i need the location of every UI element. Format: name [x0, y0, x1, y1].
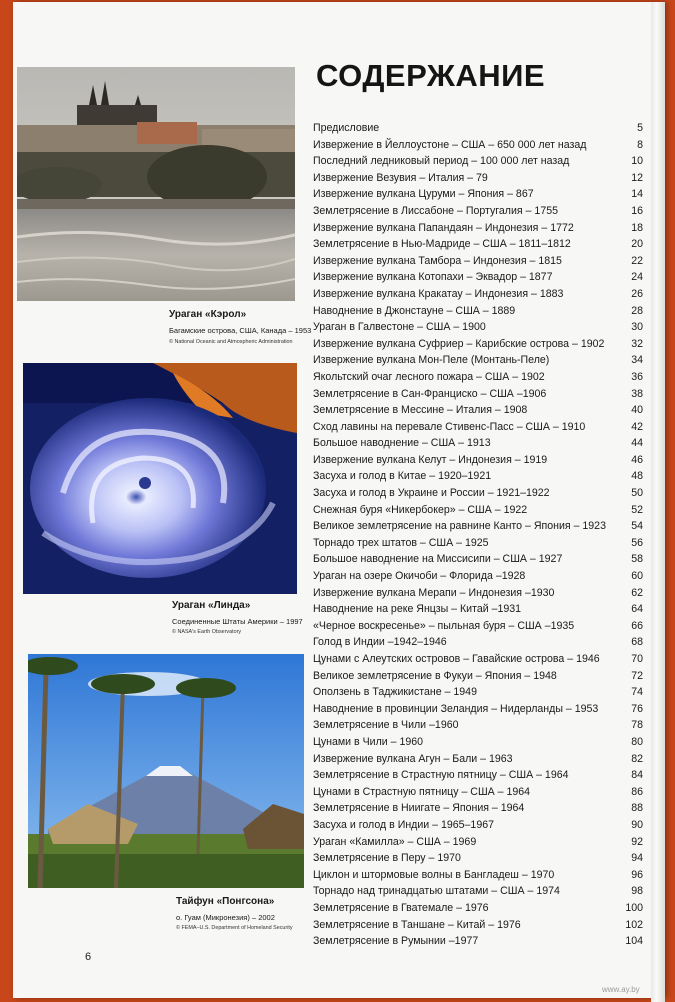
- toc-entry-page: 96: [631, 868, 643, 881]
- toc-entry-page: 84: [631, 769, 643, 782]
- toc-entry: [313, 784, 643, 801]
- toc-entry-title: Землетрясение в Нью-Мадриде – США – 1811–1812: [313, 238, 571, 251]
- photo-credit: © FEMA–U.S. Department of Homeland Security: [176, 925, 293, 931]
- toc-entry: [313, 452, 643, 469]
- toc-entry: [313, 468, 643, 485]
- toc-entry-title: Извержение вулкана Агун – Бали – 1963: [313, 752, 513, 765]
- toc-entry-page: 12: [631, 171, 643, 184]
- toc-entry-title: Снежная буря «Никербокер» – США – 1922: [313, 503, 528, 516]
- toc-entry-title: Землетрясение в Гватемале – 1976: [313, 901, 489, 914]
- toc-entry-title: Оползень в Таджикистане – 1949: [313, 686, 477, 699]
- toc-entry-page: 90: [631, 818, 643, 831]
- photo-credit: © NASA's Earth Observatory: [172, 629, 242, 635]
- toc-entry: [313, 419, 643, 436]
- toc-entry-page: 32: [631, 337, 643, 350]
- toc-entry: [313, 817, 643, 834]
- toc-entry: [313, 834, 643, 851]
- toc-entry: [313, 170, 643, 187]
- toc-entry: [313, 601, 643, 618]
- toc-entry-page: 16: [631, 204, 643, 217]
- page-number: 6: [85, 951, 92, 963]
- toc-entry-title: «Черное воскресенье» – пыльная буря – США –1935: [313, 619, 575, 632]
- toc-entry-page: 56: [631, 536, 643, 549]
- toc-entry: [313, 800, 643, 817]
- toc-entry-title: Наводнение в провинции Зеландия – Нидерланды – 1953: [313, 702, 599, 715]
- toc-entry-page: 26: [631, 287, 643, 300]
- toc-entry-title: Ураган «Камилла» – США – 1969: [313, 835, 477, 848]
- toc-entry: [313, 618, 643, 635]
- toc-entry: [313, 668, 643, 685]
- toc-entry: [313, 153, 643, 170]
- toc-entry-page: 92: [631, 835, 643, 848]
- toc-entry-page: 22: [631, 254, 643, 267]
- toc-entry-page: 24: [631, 271, 643, 284]
- watermark: www.ay.by: [602, 985, 640, 994]
- toc-entry: [313, 402, 643, 419]
- toc-entry-title: Землетрясение в Румынии –1977: [313, 935, 479, 948]
- toc-entry-page: 72: [631, 669, 643, 682]
- toc-entry: [313, 651, 643, 668]
- toc-entry-page: 62: [631, 586, 643, 599]
- toc-entry-title: Землетрясение в Перу – 1970: [313, 852, 461, 865]
- toc-entry-title: Великое землетрясение в Фукуи – Япония – 1948: [313, 669, 557, 682]
- toc-entry: [313, 568, 643, 585]
- toc-entry-page: 18: [631, 221, 643, 234]
- toc-entry-title: Голод в Индии –1942–1946: [313, 636, 447, 649]
- table-of-contents: [313, 120, 643, 950]
- toc-entry: [313, 917, 643, 934]
- toc-entry-page: 76: [631, 702, 643, 715]
- toc-entry-page: 50: [631, 487, 643, 500]
- toc-entry-page: 44: [631, 437, 643, 450]
- toc-entry-title: Засуха и голод в Китае – 1920–1921: [313, 470, 492, 483]
- toc-entry-page: 68: [631, 636, 643, 649]
- toc-entry-page: 58: [631, 553, 643, 566]
- toc-entry: [313, 137, 643, 154]
- toc-entry-page: 78: [631, 719, 643, 732]
- photo-hurricane-carol: [17, 67, 295, 301]
- toc-entry-page: 46: [631, 453, 643, 466]
- toc-entry-page: 5: [637, 122, 643, 134]
- toc-entry-title: Извержение Везувия – Италия – 79: [313, 171, 488, 184]
- toc-entry: [313, 850, 643, 867]
- toc-entry-title: Землетрясение в Страстную пятницу – США – 1964: [313, 769, 569, 782]
- toc-entry-title: Циклон и штормовые волны в Бангладеш – 1970: [313, 868, 555, 881]
- toc-entry: [313, 900, 643, 917]
- toc-entry-title: Засуха и голод в Украине и России – 1921–1922: [313, 487, 550, 500]
- toc-entry-page: 64: [631, 603, 643, 616]
- toc-entry: [313, 585, 643, 602]
- toc-entry: [313, 220, 643, 237]
- toc-entry-page: 52: [631, 503, 643, 516]
- toc-entry-title: Извержение вулкана Келут – Индонезия – 1919: [313, 453, 548, 466]
- toc-entry: [313, 502, 643, 519]
- photo-hurricane-linda: [23, 363, 297, 594]
- toc-entry-title: Цунами с Алеутских островов – Гавайские острова – 1946: [313, 653, 600, 665]
- photo-caption-title: Тайфун «Понгсона»: [176, 896, 275, 907]
- toc-entry-title: Землетрясение в Ниигате – Япония – 1964: [313, 802, 525, 815]
- toc-entry-title: Цунами в Чили – 1960: [313, 735, 424, 748]
- toc-entry-title: Наводнение на реке Янцзы – Китай –1931: [313, 603, 522, 616]
- toc-entry-page: 102: [625, 918, 643, 931]
- toc-entry-page: 70: [631, 653, 643, 665]
- toc-entry-page: 38: [631, 387, 643, 400]
- page-edge: [651, 2, 665, 1002]
- toc-entry-title: Предисловие: [313, 122, 380, 134]
- photo-caption-subtitle: Багамские острова, США, Канада – 1953: [169, 326, 312, 335]
- toc-entry: [313, 883, 643, 900]
- toc-entry: [313, 701, 643, 718]
- toc-entry-page: 42: [631, 420, 643, 433]
- toc-entry: [313, 684, 643, 701]
- toc-entry-page: 48: [631, 470, 643, 483]
- toc-entry: [313, 303, 643, 320]
- toc-entry-title: Большое наводнение – США – 1913: [313, 437, 491, 450]
- toc-entry: [313, 386, 643, 403]
- photo-caption-subtitle: Соединенные Штаты Америки – 1997: [172, 617, 303, 626]
- toc-entry-title: Извержение вулкана Мон-Пеле (Монтань-Пеле): [313, 354, 550, 367]
- toc-entry: [313, 551, 643, 568]
- toc-entry: [313, 933, 643, 950]
- toc-entry-page: 86: [631, 785, 643, 798]
- toc-entry-title: Извержение в Йеллоустоне – США – 650 000 лет назад: [313, 138, 587, 151]
- photo-typhoon-pongsona: [28, 654, 304, 888]
- toc-entry-title: Наводнение в Джонстауне – США – 1889: [313, 304, 516, 317]
- toc-entry-page: 14: [631, 188, 643, 201]
- photo-caption-subtitle: о. Гуам (Микронезия) – 2002: [176, 913, 275, 922]
- toc-entry-title: Извержение вулкана Цуруми – Япония – 867: [313, 188, 534, 201]
- toc-entry-title: Большое наводнение на Миссисипи – США – 1927: [313, 553, 563, 566]
- toc-entry-page: 40: [631, 404, 643, 417]
- toc-entry: [313, 734, 643, 751]
- toc-entry-page: 54: [631, 520, 643, 533]
- toc-entry: [313, 751, 643, 768]
- toc-entry-title: Великое землетрясение на равнине Канто – Япония – 1923: [313, 520, 606, 533]
- toc-entry-page: 88: [631, 802, 643, 815]
- toc-entry: [313, 203, 643, 220]
- toc-entry-page: 82: [631, 752, 643, 765]
- photo-caption-title: Ураган «Кэрол»: [169, 309, 247, 320]
- toc-entry: [313, 435, 643, 452]
- toc-entry: [313, 634, 643, 651]
- page-title: СОДЕРЖАНИЕ: [316, 58, 546, 93]
- toc-entry-page: 10: [631, 155, 643, 168]
- toc-entry-title: Землетрясение в Таншане – Китай – 1976: [313, 918, 521, 931]
- toc-entry-page: 8: [637, 138, 643, 151]
- toc-entry: [313, 253, 643, 270]
- toc-entry-title: Землетрясение в Сан-Франциско – США –1906: [313, 387, 547, 400]
- toc-entry-page: 20: [631, 238, 643, 251]
- toc-entry-page: 98: [631, 885, 643, 898]
- toc-entry-title: Якольтский очаг лесного пожара – США – 1902: [313, 370, 545, 383]
- toc-entry: [313, 518, 643, 535]
- toc-entry: [313, 867, 643, 884]
- toc-entry-title: Торнадо над тринадцатью штатами – США – 1974: [313, 885, 560, 898]
- toc-entry-title: Извержение вулкана Кракатау – Индонезия – 1883: [313, 287, 564, 300]
- toc-entry: [313, 336, 643, 353]
- photo-credit: © National Oceanic and Atmospheric Administration: [169, 339, 293, 345]
- toc-entry-page: 60: [631, 570, 643, 583]
- toc-entry: [313, 120, 643, 137]
- photo-caption-title: Ураган «Линда»: [172, 600, 251, 611]
- toc-entry-title: Извержение вулкана Мерапи – Индонезия –1930: [313, 586, 555, 599]
- toc-entry-title: Засуха и голод в Индии – 1965–1967: [313, 818, 494, 831]
- toc-entry: [313, 767, 643, 784]
- toc-entry-page: 80: [631, 735, 643, 748]
- toc-entry: [313, 485, 643, 502]
- toc-entry-page: 34: [631, 354, 643, 367]
- toc-entry-title: Землетрясение в Чили –1960: [313, 719, 459, 732]
- toc-entry-title: Извержение вулкана Тамбора – Индонезия – 1815: [313, 254, 562, 267]
- toc-entry-page: 104: [625, 935, 643, 948]
- toc-entry-title: Землетрясение в Лиссабоне – Португалия – 1755: [313, 204, 558, 217]
- toc-entry-title: Ураган на озере Окичоби – Флорида –1928: [313, 570, 526, 583]
- toc-entry-title: Последний ледниковый период – 100 000 лет назад: [313, 155, 570, 168]
- toc-entry-title: Цунами в Страстную пятницу – США – 1964: [313, 785, 531, 798]
- toc-entry: [313, 352, 643, 369]
- toc-entry-page: 30: [631, 321, 643, 334]
- toc-entry: [313, 717, 643, 734]
- toc-entry: [313, 319, 643, 336]
- toc-entry-page: 74: [631, 686, 643, 699]
- toc-entry: [313, 369, 643, 386]
- toc-entry-page: 66: [631, 619, 643, 632]
- toc-entry: [313, 535, 643, 552]
- toc-entry-page: 28: [631, 304, 643, 317]
- toc-entry-title: Торнадо трех штатов – США – 1925: [313, 536, 489, 549]
- toc-entry: [313, 269, 643, 286]
- toc-entry-title: Извержение вулкана Котопахи – Эквадор – 1877: [313, 271, 553, 284]
- toc-entry-title: Извержение вулкана Папандаян – Индонезия – 1772: [313, 221, 574, 234]
- toc-entry-page: 36: [631, 370, 643, 383]
- toc-entry-title: Ураган в Галвестоне – США – 1900: [313, 321, 486, 334]
- toc-entry-page: 94: [631, 852, 643, 865]
- toc-entry-title: Землетрясение в Мессине – Италия – 1908: [313, 404, 528, 417]
- toc-entry-title: Сход лавины на перевале Стивенс-Пасс – США – 1910: [313, 420, 586, 433]
- toc-entry: [313, 286, 643, 303]
- toc-entry: [313, 186, 643, 203]
- toc-entry-title: Извержение вулкана Суфриер – Карибские острова – 1902: [313, 337, 605, 350]
- toc-entry: [313, 236, 643, 253]
- toc-entry-page: 100: [625, 901, 643, 914]
